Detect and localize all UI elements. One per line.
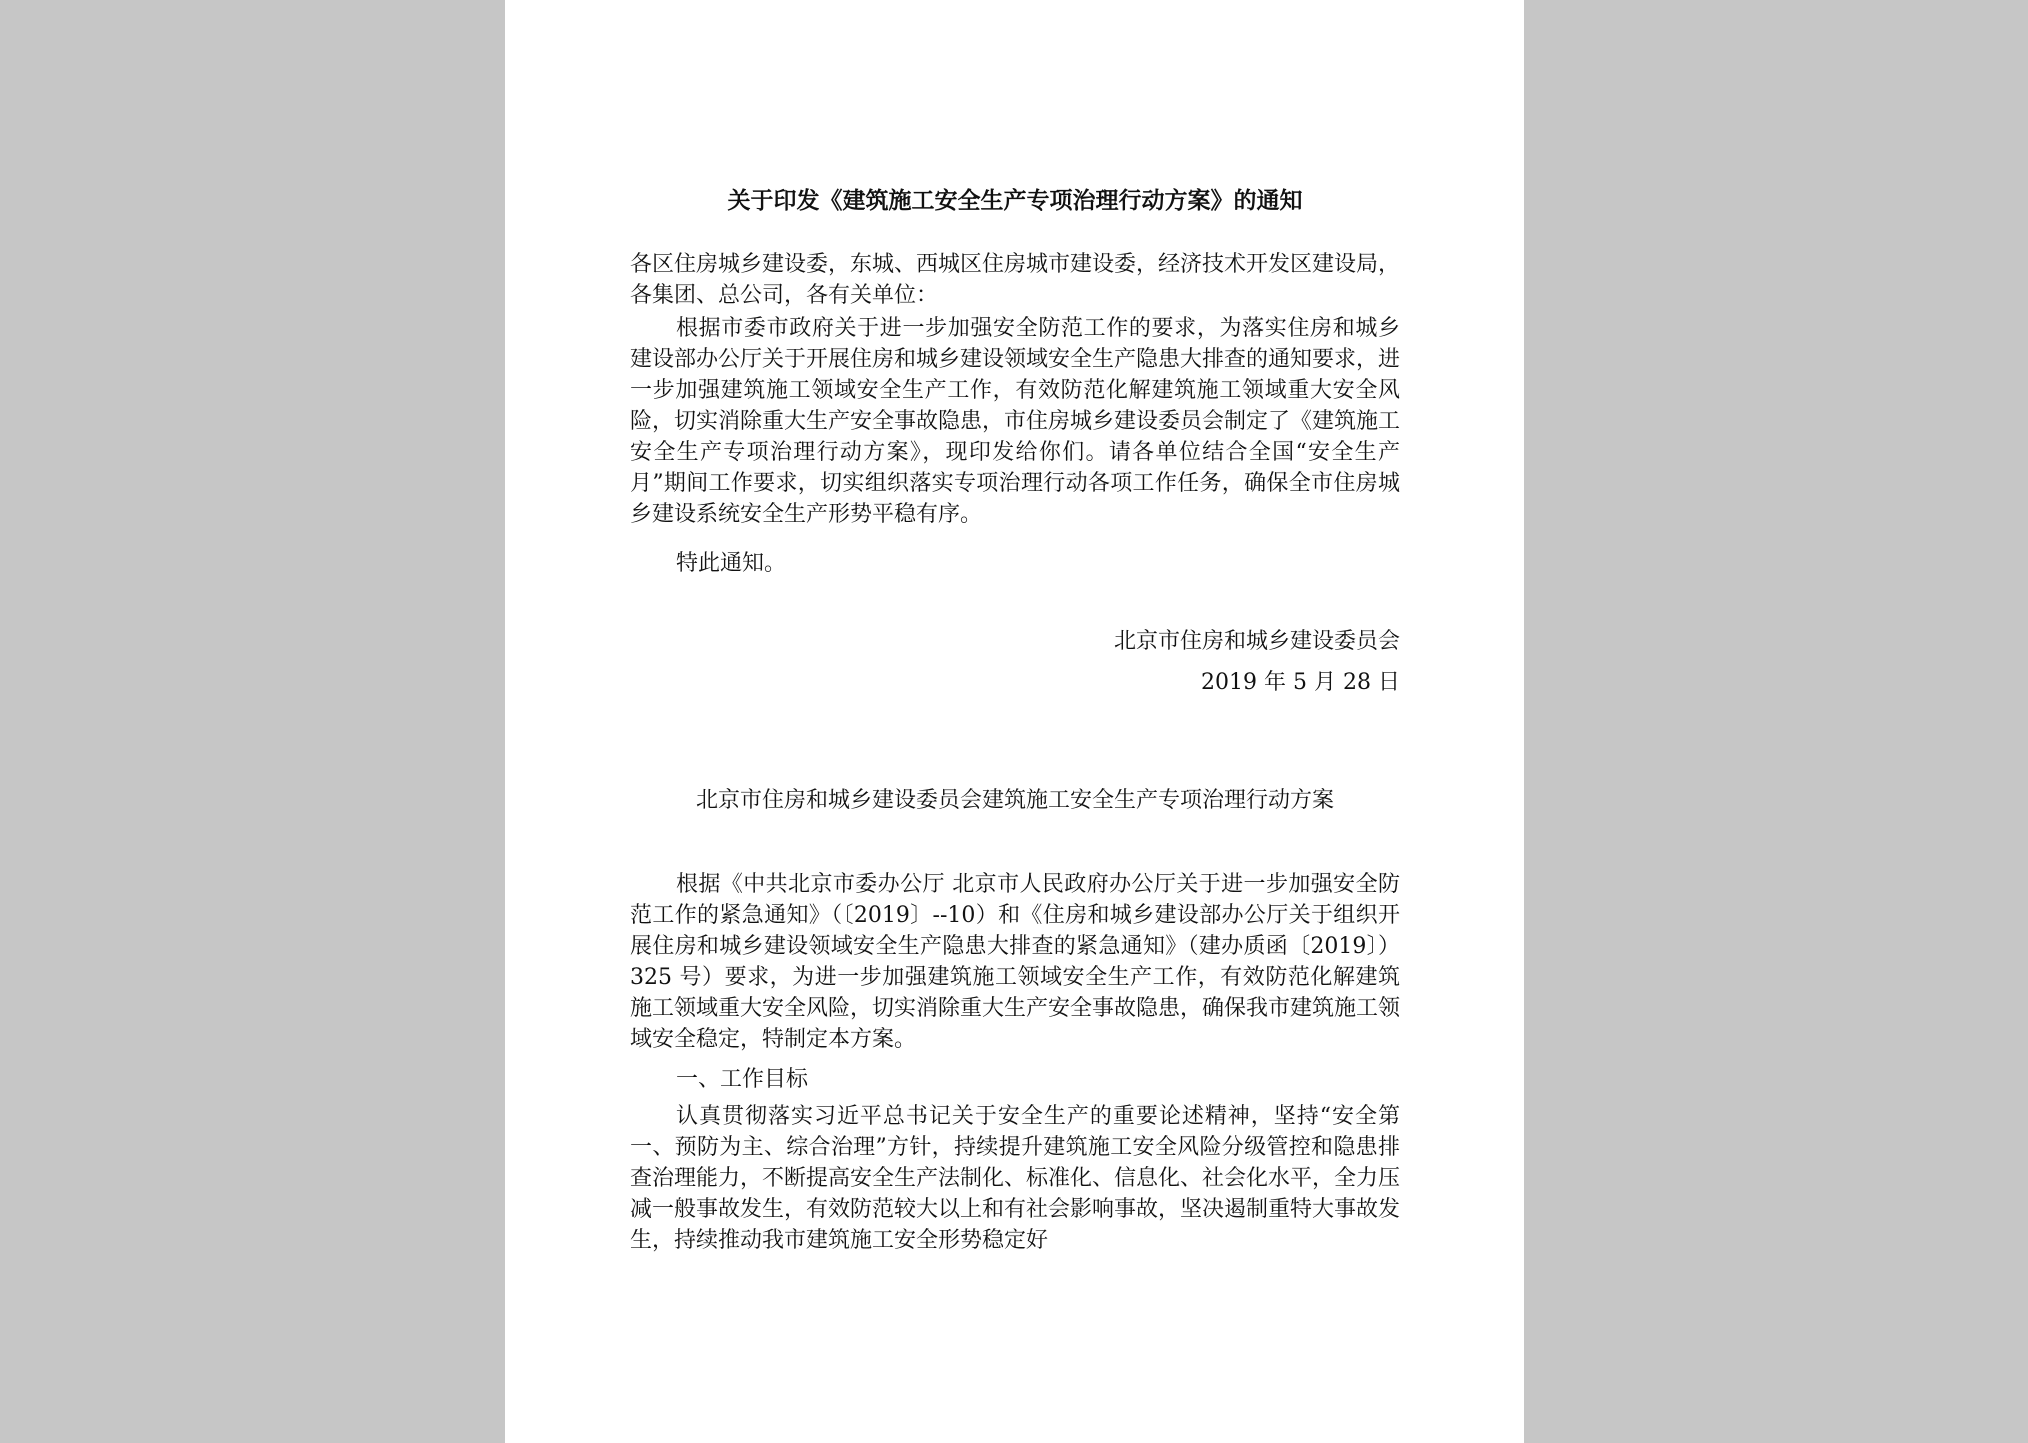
notice-recipients: 各区住房城乡建设委，东城、西城区住房城市建设委，经济技术开发区建设局，各集团、总公司，各有关单位：	[630, 252, 1401, 308]
plan-intro-block	[630, 869, 1400, 1055]
notice-recipients-block	[630, 249, 1400, 311]
document-page	[505, 0, 1524, 1443]
section1-body: 认真贯彻落实习近平总书记关于安全生产的重要论述精神，坚持“安全第一、预防为主、综合治理”方针，持续提升建筑施工安全风险分级管控和隐患排查治理能力，不断提高安全生产法制化、标准化、信息化、社会化水平，全力压减一般事故发生，有效防范较大以上和有社会影响事故，坚决遏制重特大事故发生，持续推动我市建筑施工安全形势稳定好	[630, 1104, 1401, 1253]
section1-heading-block	[630, 1064, 1400, 1095]
plan-title: 北京市住房和城乡建设委员会建筑施工安全生产专项治理行动方案	[695, 788, 1334, 813]
notice-closing: 特此通知。	[676, 551, 787, 576]
notice-closing-block	[630, 548, 1400, 579]
section1-heading: 一、工作目标	[676, 1067, 809, 1092]
plan-intro: 根据《中共北京市委办公厅 北京市人民政府办公厅关于进一步加强安全防范工作的紧急通知》（〔2019〕--10）和《住房和城乡建设部办公厅关于组织开展住房和城乡建设领域安全生产隐患大排查的紧急通知》（建办质函〔2019〕）325 号）要求，为进一步加强建筑施工领域安全生产工作，有效防范化解建筑施工领域重大安全风险，切实消除重大生产安全事故隐患，确保我市建筑施工领域安全稳定，特制定本方案。	[630, 872, 1401, 1052]
notice-body: 根据市委市政府关于进一步加强安全防范工作的要求，为落实住房和城乡建设部办公厅关于开展住房和城乡建设领域安全生产隐患大排查的通知要求，进一步加强建筑施工领域安全生产工作，有效防范化解建筑施工领域重大安全风险，切实消除重大生产安全事故隐患，市住房城乡建设委员会制定了《建筑施工安全生产专项治理行动方案》，现印发给你们。请各单位结合全国“安全生产月”期间工作要求，切实组织落实专项治理行动各项工作任务，确保全市住房城乡建设系统安全生产形势平稳有序。	[630, 316, 1401, 527]
section1-body-block	[630, 1101, 1400, 1256]
notice-title: 关于印发《建筑施工安全生产专项治理行动方案》的通知	[727, 187, 1303, 214]
notice-signature: 北京市住房和城乡建设委员会	[1113, 629, 1400, 654]
notice-date: 2019 年 5 月 28 日	[1201, 670, 1400, 695]
notice-body-block	[630, 313, 1400, 530]
